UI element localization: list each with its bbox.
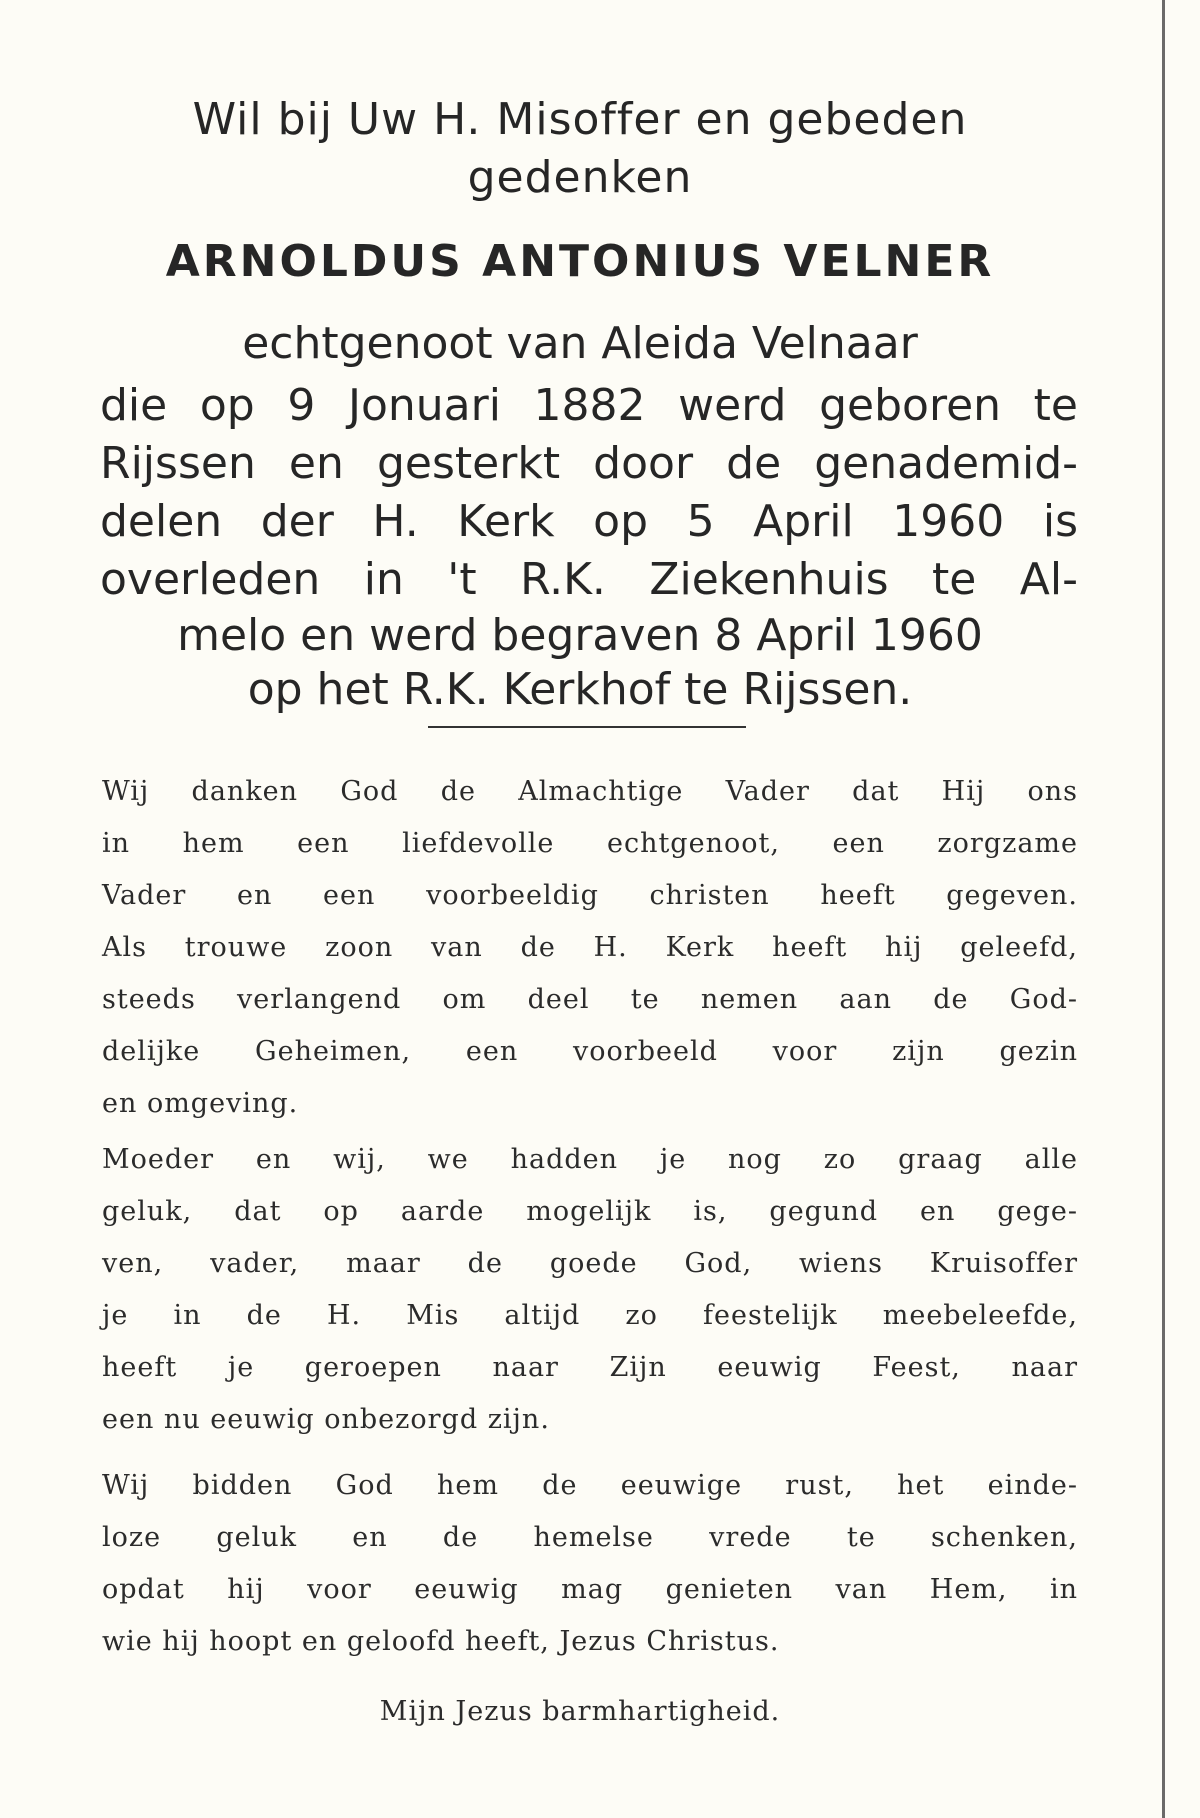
paragraph-3-line: loze geluk en de hemelse vrede te schenken, <box>102 1522 1078 1553</box>
paragraph-2-line: Moeder en wij, we hadden je nog zo graag alle <box>102 1144 1078 1175</box>
paragraph-1-line: in hem een liefdevolle echtgenoot, een zorgzame <box>102 828 1078 859</box>
paragraph-2-line: een nu eeuwig onbezorgd zijn. <box>102 1404 550 1435</box>
bio-line: melo en werd begraven 8 April 1960 <box>177 610 983 661</box>
deceased-name: ARNOLDUS ANTONIUS VELNER <box>165 236 995 287</box>
paragraph-1-line: en omgeving. <box>102 1088 299 1119</box>
paragraph-2-line: je in de H. Mis altijd zo feestelijk meebeleefde, <box>102 1300 1078 1331</box>
card-edge <box>1162 0 1165 1818</box>
paragraph-1-line: Vader en een voorbeeldig christen heeft gegeven. <box>102 880 1078 911</box>
paragraph-1-line: Wij danken God de Almachtige Vader dat Hij ons <box>102 776 1078 807</box>
paragraph-1-line: steeds verlangend om deel te nemen aan de God- <box>102 984 1078 1015</box>
intro-line-2: gedenken <box>467 152 693 203</box>
paragraph-1-line: delijke Geheimen, een voorbeeld voor zijn gezin <box>102 1036 1078 1067</box>
intro-line: Wil bij Uw H. Misoffer en gebeden <box>192 94 968 145</box>
paragraph-3-line: Wij bidden God hem de eeuwige rust, het einde- <box>102 1470 1078 1501</box>
closing-prayer: Mijn Jezus barmhartigheid. <box>379 1696 781 1727</box>
paragraph-2-line: ven, vader, maar de goede God, wiens Kruisoffer <box>102 1248 1078 1279</box>
paragraph-2-line: geluk, dat op aarde mogelijk is, gegund en gege- <box>102 1196 1078 1227</box>
bio-line: delen der H. Kerk op 5 April 1960 is <box>100 496 1078 547</box>
divider <box>428 726 746 728</box>
bio-line: overleden in 't R.K. Ziekenhuis te Al- <box>100 554 1078 605</box>
paragraph-3-line: wie hij hoopt en geloofd heeft, Jezus Christus. <box>102 1626 780 1657</box>
spouse-line: echtgenoot van Aleida Velnaar <box>242 318 918 369</box>
bio-line: Rijssen en gesterkt door de genademid- <box>100 438 1078 489</box>
bio-line: op het R.K. Kerkhof te Rijssen. <box>247 664 913 715</box>
paragraph-3-line: opdat hij voor eeuwig mag genieten van Hem, in <box>102 1574 1078 1605</box>
bio-line: die op 9 Jonuari 1882 werd geboren te <box>100 380 1078 431</box>
paragraph-1-line: Als trouwe zoon van de H. Kerk heeft hij geleefd, <box>102 932 1078 963</box>
paragraph-2-line: heeft je geroepen naar Zijn eeuwig Feest, naar <box>102 1352 1078 1383</box>
